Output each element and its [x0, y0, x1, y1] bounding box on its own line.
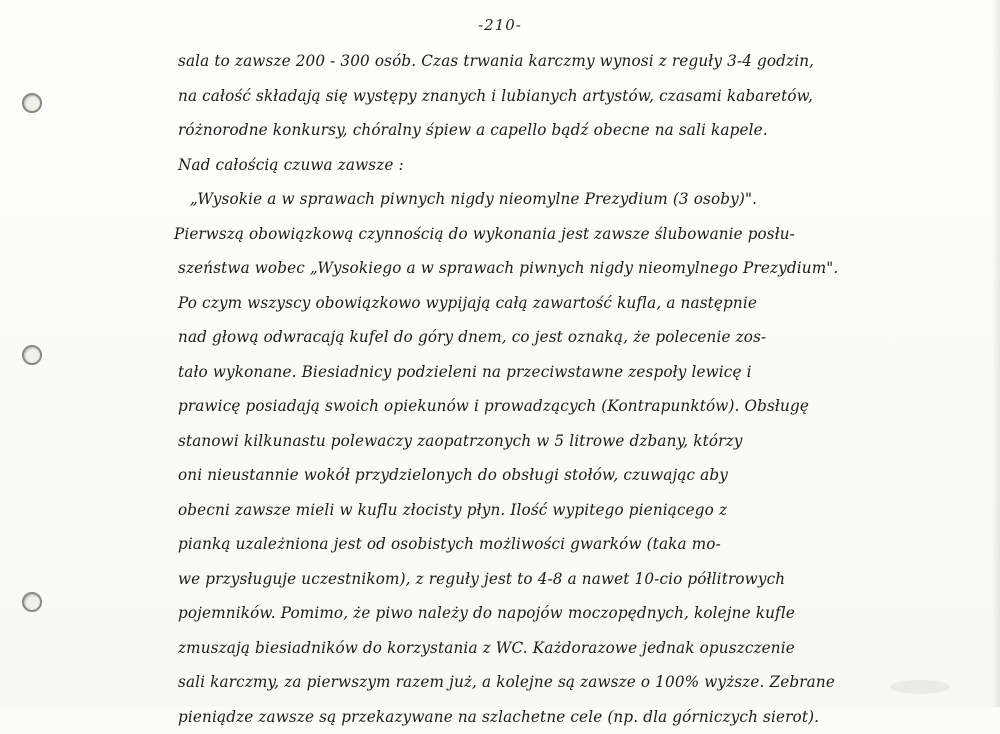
handwritten-line: szeństwa wobec „Wysokiego a w sprawach piwnych nigdy nieomylnego Prezydium". — [178, 251, 968, 286]
handwritten-line: we przysługuje uczestnikom), z reguły jest to 4-8 a nawet 10-cio półlitrowych — [178, 562, 968, 597]
handwritten-line: tało wykonane. Biesiadnicy podzieleni na przeciwstawne zespoły lewicę i — [178, 355, 968, 390]
punch-hole-middle — [22, 345, 42, 365]
handwritten-line: Pierwszą obowiązkową czynnością do wykonania jest zawsze ślubowanie posłu- — [174, 217, 964, 252]
punch-hole-top — [22, 93, 42, 113]
handwritten-line: na całość składają się występy znanych i lubianych artystów, czasami kabaretów, — [178, 79, 968, 114]
handwritten-line: pianką uzależniona jest od osobistych możliwości gwarków (taka mo- — [178, 527, 968, 562]
handwritten-line: sala to zawsze 200 - 300 osób. Czas trwania karczmy wynosi z reguły 3-4 godzin, — [178, 44, 968, 79]
page-edge-shadow — [992, 0, 1000, 707]
handwritten-line: prawicę posiadają swoich opiekunów i prowadzących (Kontrapunktów). Obsługę — [178, 389, 968, 424]
page-number: -210- — [0, 16, 1000, 34]
handwritten-line: „Wysokie a w sprawach piwnych nigdy nieomylne Prezydium (3 osoby)". — [178, 182, 968, 217]
handwritten-line: stanowi kilkunastu polewaczy zaopatrzonych w 5 litrowe dzbany, którzy — [178, 424, 968, 459]
handwritten-line: oni nieustannie wokół przydzielonych do obsługi stołów, czuwając aby — [178, 458, 968, 493]
handwritten-text-body — [178, 44, 978, 734]
handwritten-line: Po czym wszyscy obowiązkowo wypijają całą zawartość kufla, a następnie — [178, 286, 968, 321]
handwritten-line: pojemników. Pomimo, że piwo należy do napojów moczopędnych, kolejne kufle — [178, 596, 968, 631]
paper-smudge — [890, 680, 950, 694]
handwritten-line: obecni zawsze mieli w kuflu złocisty płyn. Ilość wypitego pieniącego z — [178, 493, 968, 528]
handwritten-line: Nad całością czuwa zawsze : — [178, 148, 968, 183]
handwritten-line: zmuszają biesiadników do korzystania z WC. Każdorazowe jednak opuszczenie — [178, 631, 968, 666]
handwritten-line: nad głową odwracają kufel do góry dnem, co jest oznaką, że polecenie zos- — [178, 320, 968, 355]
handwritten-line: sali karczmy, za pierwszym razem już, a kolejne są zawsze o 100% wyższe. Zebrane — [178, 665, 968, 700]
punch-hole-bottom — [22, 592, 42, 612]
handwritten-line: pieniądze zawsze są przekazywane na szlachetne cele (np. dla górniczych sierot). — [178, 700, 968, 734]
handwritten-line: różnorodne konkursy, chóralny śpiew a capello bądź obecne na sali kapele. — [178, 113, 968, 148]
